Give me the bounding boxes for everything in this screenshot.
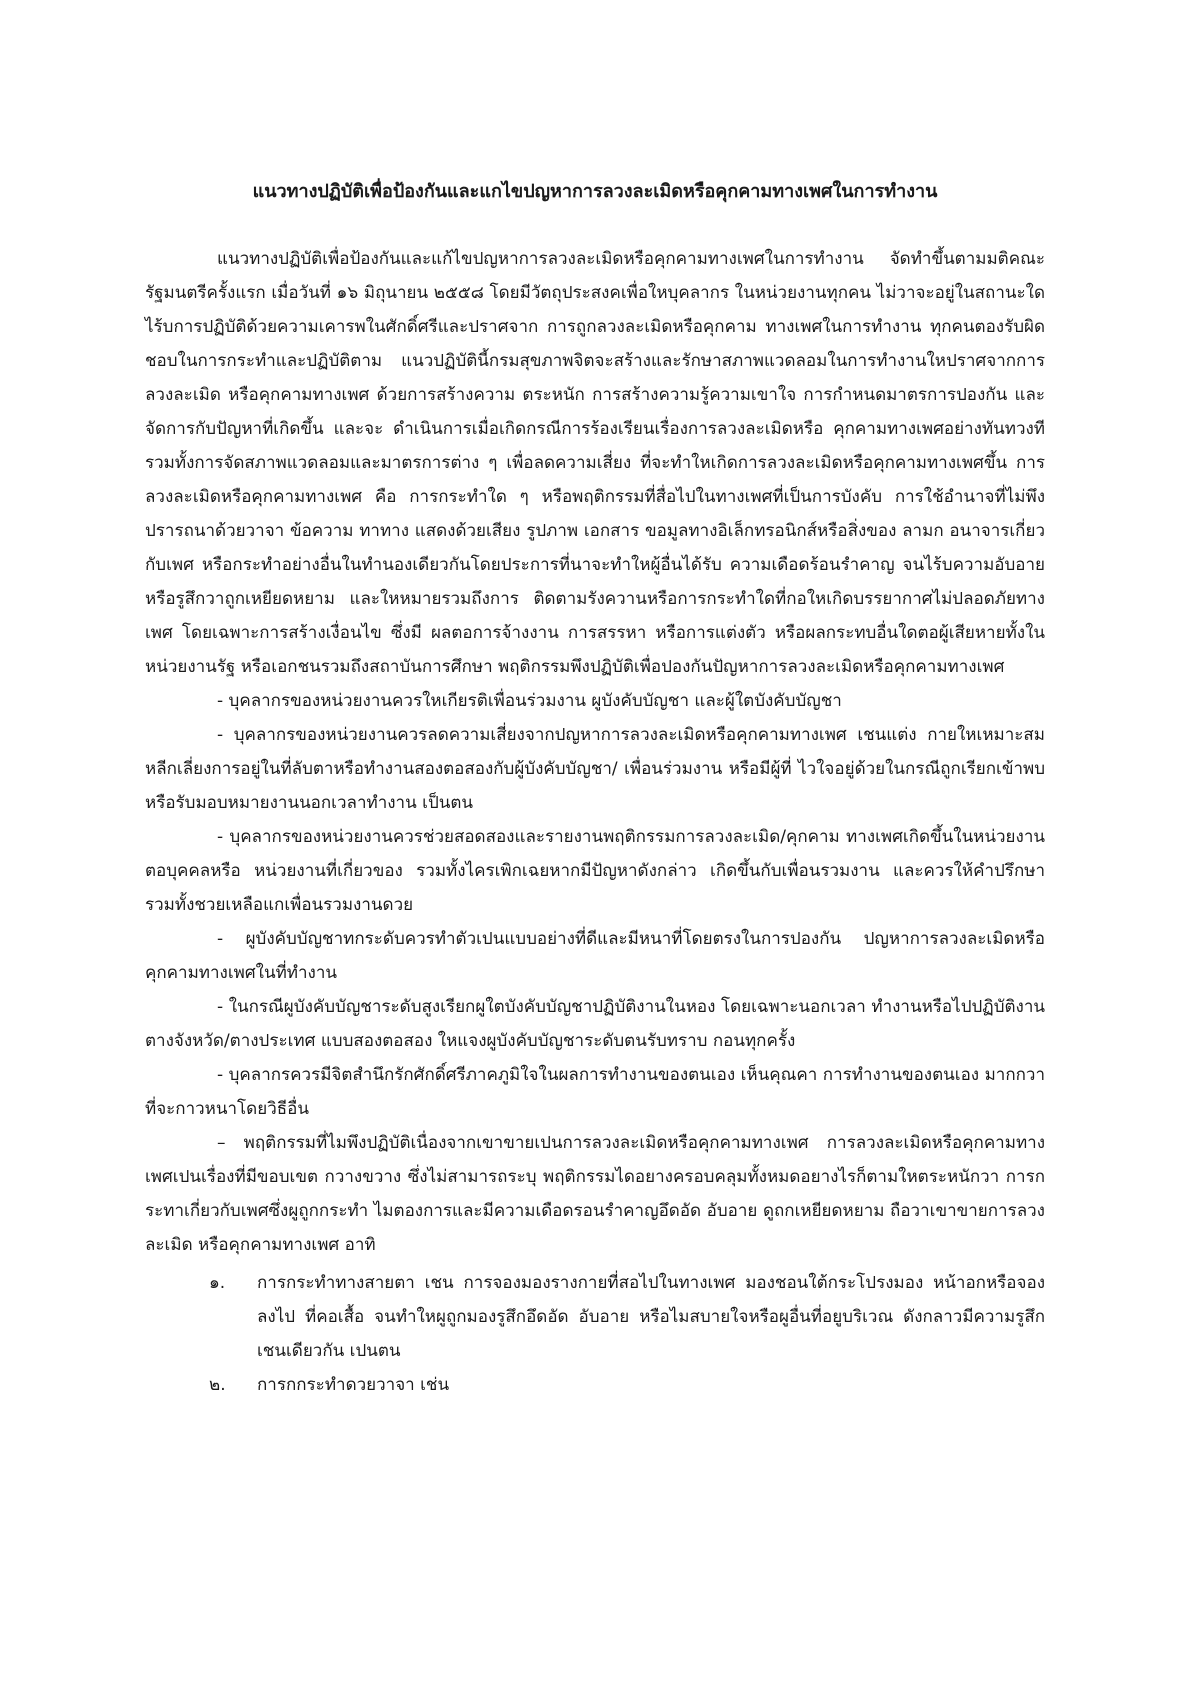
guideline-item: – พฤติกรรมที่ไมพึงปฏิบัติเนื่องจากเขาขายเปนการลวงละเมิดหรือคุกคามทางเพศ การลวงละเมิดหรือคุกคามทางเพศเปนเรื่องที่มีขอบเขต กวางขวาง ซึ่งไม่สามารถระบุ พฤติกรรมไดอยางครอบคลุมทั้งหมดอยางไรก็ตามใหตระหนักวา การกระทาเกี่ยวกับเพศซึ่งผูถูกกระทำ ไมตองการและมีความเดือดรอนรำคาญอึดอัด อับอาย ดูถกเหยียดหยาม ถือวาเขาขายการลวงละเมิด หรือคุกคามทางเพศ อาทิ bbox=[145, 1133, 1045, 1255]
numbered-list-item bbox=[145, 1266, 1045, 1368]
guideline-item: - ผูบังคับบัญชาทกระดับควรทำตัวเปนแบบอย่างที่ดีและมีหนาที่โดยตรงในการปองกัน ปญหาการลวงละเมิดหรือคุกคามทางเพศในที่ทำงาน bbox=[145, 929, 1045, 983]
numbered-list bbox=[145, 1266, 1045, 1402]
list-number: ๑. bbox=[209, 1273, 226, 1293]
guideline-item: - บุคลากรของหน่วยงานควรใหเกียรติเพื่อนร่วมงาน ผูบังคับบัญชา และผู้ใตบังคับบัญชา bbox=[217, 691, 842, 711]
guideline-item: - บุคลากรของหน่วยงานควรช่วยสอดสองและรายงานพฤติกรรมการลวงละเมิด/คุกคาม ทางเพศเกิดขึ้นในหน่วยงานตอบุคคลหรือ หน่วยงานที่เกี่ยวของ รวมทั้งไครเพิกเฉยหากมีปัญหาดังกล่าว เกิดขึ้นกับเพื่อนรวมงาน และควรให้คำปรึกษา รวมทั้งชวยเหลือแกเพื่อนรวมงานดวย bbox=[145, 827, 1045, 915]
guideline-item: - บุคลากรของหน่วยงานควรลดความเสี่ยงจากปญหาการลวงละเมิดหรือคุกคามทางเพศ เชนแต่ง กายใหเหมาะสม หลีกเลี่ยงการอยู่ในที่ลับตาหรือทำงานสองตอสองกับผู้บังคับบัญชา/ เพื่อนร่วมงาน หรือมีผู้ที่ ไวใจอยู่ด้วยในกรณีถูกเรียกเข้าพบหรือรับมอบหมายงานนอกเวลาทำงาน เป็นตน bbox=[145, 725, 1045, 813]
document-page bbox=[145, 178, 1045, 1402]
document-title: แนวทางปฏิบัติเพื่อป้องกันและแกไขปญหาการลวงละเมิดหรือคุกคามทางเพศในการทำงาน bbox=[252, 181, 938, 202]
list-number: ๒. bbox=[209, 1375, 226, 1395]
guideline-item: - ในกรณีผูบังคับบัญชาระดับสูงเรียกผูใตบังคับบัญชาปฏิบัติงานในหอง โดยเฉพาะนอกเวลา ทำงานหรือไปปฏิบัติงานตางจังหวัด/ตางประเทศ แบบสองตอสอง ใหแจงผูบังคับบัญชาระดับตนรับทราบ กอนทุกครั้ง bbox=[145, 997, 1045, 1051]
intro-paragraph: แนวทางปฏิบัติเพื่อป้องกันและแก้ไขปญหาการลวงละเมิดหรือคุกคามทางเพศในการทำงาน จัดทำขึ้นตามมติคณะรัฐมนตรีครั้งแรก เมื่อวันที่ ๑๖ มิถุนายน ๒๕๕๘ โดยมีวัตถุประสงคเพื่อใหบุคลากร ในหน่วยงานทุกคน ไม่วาจะอยู่ในสถานะใดไร้บการปฏิบัติด้วยความเคารพในศักดิ์ศรีและปราศจาก การถูกลวงละเมิดหรือคุกคาม ทางเพศในการทำงาน ทุกคนตองรับผิดชอบในการกระทำและปฏิบัติตาม แนวปฏิบัตินี้กรมสุขภาพจิตจะสร้างและรักษาสภาพแวดลอมในการทำงานใหปราศจากการลวงละเมิด หรือคุกคามทางเพศ ด้วยการสร้างความ ตระหนัก การสร้างความรู้ความเขาใจ การกำหนดมาตรการปองกัน และจัดการกับปัญหาที่เกิดขึ้น และจะ ดำเนินการเมื่อเกิดกรณีการร้องเรียนเรื่องการลวงละเมิดหรือ คุกคามทางเพศอย่างทันทวงทีรวมทั้งการจัดสภาพแวดลอมและมาตรการต่าง ๆ เพื่อลดความเสี่ยง ที่จะทำใหเกิดการลวงละเมิดหรือคุกคามทางเพศขึ้น การลวงละเมิดหรือคุกคามทางเพศ คือ การกระทำใด ๆ หรือพฤติกรรมที่สื่อไปในทางเพศที่เป็นการบังคับ การใช้อำนาจที่ไม่พึง ปรารถนาด้วยวาจา ข้อความ ทาทาง แสดงด้วยเสียง รูปภาพ เอกสาร ขอมูลทางอิเล็กทรอนิกส์หรือสิ่งของ ลามก อนาจารเกี่ยวกับเพศ หรือกระทำอย่างอื่นในทำนองเดียวกันโดยประการที่นาจะทำใหผู้อื่นได้รับ ความเดือดร้อนรำคาญ จนไร้บความอับอาย หรือรูสึกวาถูกเหยียดหยาม และใหหมายรวมถึงการ ติดตามรังควานหรือการกระทำใดที่กอใหเกิดบรรยากาศไม่ปลอดภัยทางเพศ โดยเฉพาะการสร้างเงื่อนไข ซึ่งมี ผลตอการจ้างงาน การสรรหา หรือการแต่งตัว หรือผลกระทบอื่นใดตอผู้เสียหายทั้งในหน่วยงานรัฐ หรือเอกชนรวมถึงสถาบันการศึกษา พฤติกรรมพึงปฏิบัติเพื่อปองกันปัญหาการลวงละเมิดหรือคุกคามทางเพศ bbox=[145, 249, 1045, 677]
list-item-text: การกระทำทางสายตา เชน การจองมองรางกายที่สอไปในทางเพศ มองชอนใต้กระโปรงมอง หน้าอกหรือจองลงไป ที่คอเสื้อ จนทำใหผูถูกมองรูสึกอึดอัด อับอาย หรือไมสบายใจหรือผูอื่นที่อยูบริเวณ ดังกลาวมีความรูสึก เชนเดียวกัน เปนตน bbox=[257, 1273, 1045, 1361]
list-item-text: การกกระทำดวยวาจา เช่น bbox=[257, 1375, 450, 1395]
guideline-item: - บุคลากรควรมีจิตสำนึกรักศักดิ์ศรีภาคภูมิใจในผลการทำงานของตนเอง เห็นคุณคา การทำงานของตนเอง มากกวาที่จะกาวหนาโดยวิธีอื่น bbox=[145, 1065, 1045, 1119]
numbered-list-item bbox=[145, 1368, 1045, 1402]
